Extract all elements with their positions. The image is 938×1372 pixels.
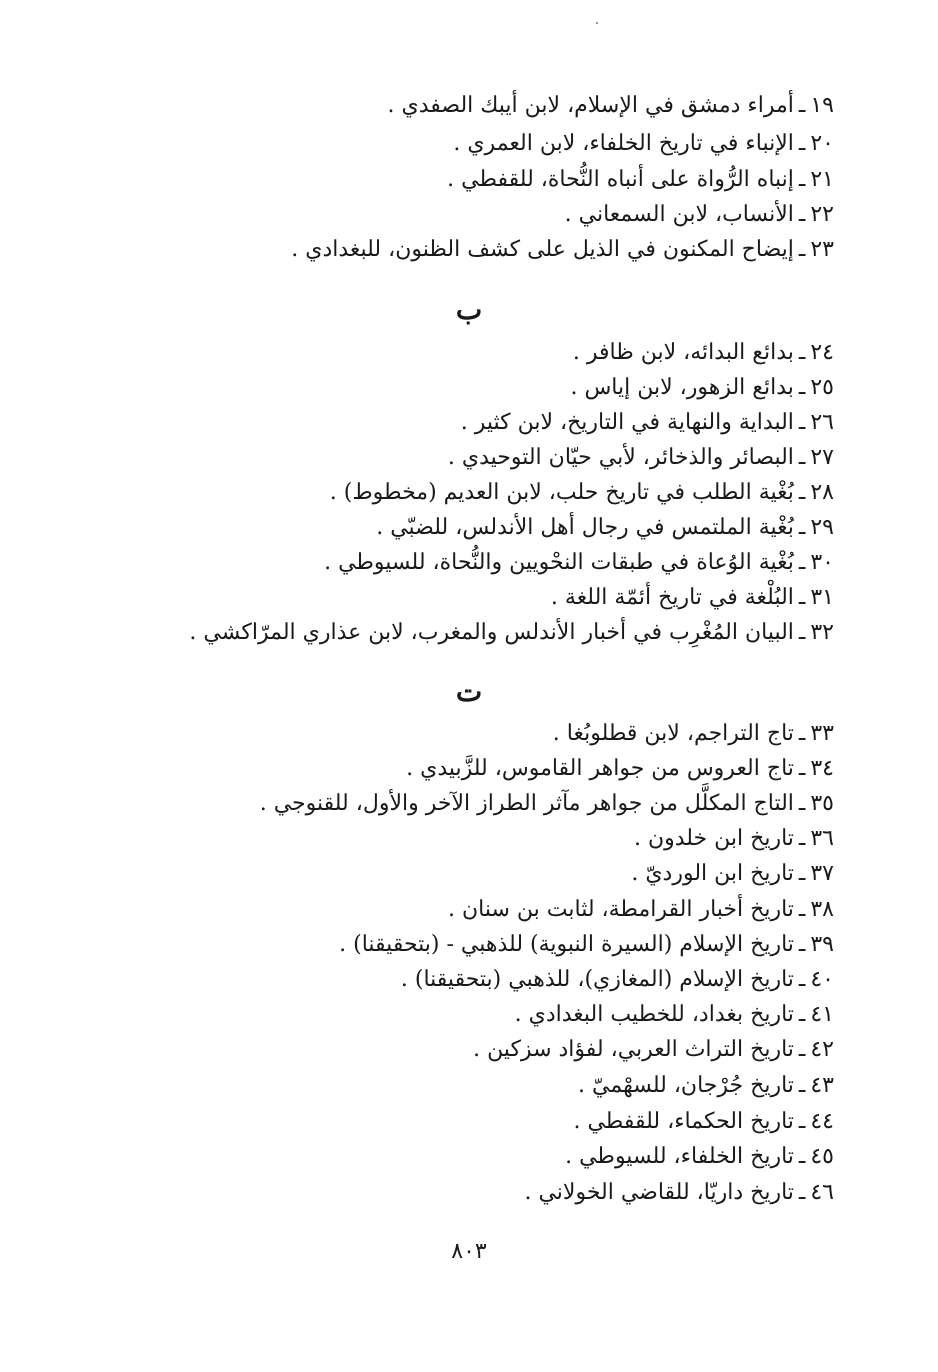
- entry-dash: ـ: [798, 861, 806, 886]
- list-item: [453, 126, 834, 162]
- entry-text: بُغْية الطلب في تاريخ حلب، لابن العديم (مخطوط) .: [329, 480, 794, 505]
- list-item: [524, 1175, 834, 1211]
- entry-number: ٣٧: [810, 861, 834, 886]
- entry-dash: ـ: [798, 826, 806, 851]
- entry-dash: ـ: [798, 721, 806, 746]
- entry-text: بُغْية الوُعاة في طبقات النحْويين والنُّحاة، للسيوطي .: [324, 550, 794, 575]
- list-item: [473, 1032, 834, 1068]
- entry-number: ٢٤: [810, 340, 834, 365]
- entry-dash: ـ: [798, 585, 806, 610]
- entry-number: ٢٣: [810, 237, 834, 262]
- entry-text: تاريخ الخلفاء، للسيوطي .: [565, 1144, 794, 1169]
- entry-number: ٤٣: [810, 1073, 834, 1098]
- entry-dash: ـ: [798, 756, 806, 781]
- entry-number: ٣٤: [810, 756, 834, 781]
- entry-text: إيضاح المكنون في الذيل على كشف الظنون، للبغدادي .: [291, 237, 794, 262]
- entry-dash: ـ: [798, 620, 806, 645]
- list-item: [339, 927, 834, 963]
- page-number: ٨٠٣: [451, 1239, 487, 1264]
- entry-number: ٢٠: [810, 131, 834, 156]
- list-item: [260, 786, 834, 822]
- entry-number: ٣٢: [810, 620, 834, 645]
- entry-number: ٢٦: [810, 410, 834, 435]
- entry-dash: ـ: [798, 897, 806, 922]
- entry-number: ٤٤: [810, 1109, 834, 1134]
- list-item: [570, 370, 834, 406]
- entry-text: بدائع البدائه، لابن ظافر .: [572, 340, 794, 365]
- entry-number: ٤١: [810, 1002, 834, 1027]
- list-item: [631, 856, 834, 892]
- entry-dash: ـ: [798, 967, 806, 992]
- entry-dash: ـ: [798, 480, 806, 505]
- entry-dash: ـ: [798, 1073, 806, 1098]
- entry-text: البُلْغة في تاريخ أئمّة اللغة .: [550, 585, 794, 610]
- list-item: [189, 615, 834, 651]
- entry-number: ٢٢: [810, 202, 834, 227]
- entry-text: تاريخ الإسلام (السيرة النبوية) للذهبي - (بتحقيقنا) .: [339, 932, 794, 957]
- entry-number: ٤٦: [810, 1180, 834, 1205]
- entry-dash: ـ: [798, 1180, 806, 1205]
- section-heading: ت: [455, 675, 483, 708]
- entry-number: ٣٥: [810, 791, 834, 816]
- entry-number: ٢٧: [810, 445, 834, 470]
- list-item: [573, 1104, 834, 1140]
- list-item: [448, 440, 834, 476]
- entry-number: ٣٩: [810, 932, 834, 957]
- entry-dash: ـ: [798, 202, 806, 227]
- entry-number: ٤٠: [810, 967, 834, 992]
- entry-number: ١٩: [810, 93, 834, 118]
- scan-speck: [596, 22, 598, 24]
- entry-number: ٣١: [810, 585, 834, 610]
- entry-number: ٢٩: [810, 515, 834, 540]
- entry-text: تاريخ أخبار القرامطة، لثابت بن سنان .: [448, 897, 794, 922]
- entry-dash: ـ: [798, 93, 806, 118]
- entry-text: بدائع الزهور، لابن إياس .: [570, 375, 794, 400]
- entry-text: البيان المُغْرِب في أخبار الأندلس والمغرب، لابن عذاري المرّاكشي .: [189, 620, 794, 645]
- entry-number: ٢٨: [810, 480, 834, 505]
- entry-number: ٢١: [810, 167, 834, 192]
- entry-dash: ـ: [798, 131, 806, 156]
- entry-dash: ـ: [798, 550, 806, 575]
- list-item: [515, 997, 834, 1033]
- entry-text: بُغْية الملتمس في رجال أهل الأندلس، للضبّي .: [376, 515, 794, 540]
- entry-number: ٣٠: [810, 550, 834, 575]
- entry-dash: ـ: [798, 515, 806, 540]
- entry-text: تاج العروس من جواهر القاموس، للزَّبيدي .: [406, 756, 794, 781]
- entry-text: تاريخ جُرْجان، للسهْميّ .: [578, 1073, 794, 1098]
- entry-number: ٣٣: [810, 721, 834, 746]
- list-item: [634, 821, 834, 857]
- entry-number: ٢٥: [810, 375, 834, 400]
- entry-text: الأنساب، لابن السمعاني .: [564, 202, 794, 227]
- entry-text: الإنباء في تاريخ الخلفاء، لابن العمري .: [453, 131, 794, 156]
- entry-text: تاريخ الحكماء، للقفطي .: [573, 1109, 794, 1134]
- list-item: [461, 405, 834, 441]
- entry-dash: ـ: [798, 167, 806, 192]
- list-item: [376, 510, 834, 546]
- entry-dash: ـ: [798, 1037, 806, 1062]
- entry-text: تاريخ التراث العربي، لفؤاد سزكين .: [473, 1037, 794, 1062]
- list-item: [578, 1068, 834, 1104]
- list-item: [553, 716, 834, 752]
- entry-dash: ـ: [798, 445, 806, 470]
- entry-text: التاج المكلَّل من جواهر مآثر الطراز الآخر والأول، للقنوجي .: [259, 791, 794, 816]
- entry-dash: ـ: [798, 237, 806, 262]
- entry-dash: ـ: [798, 340, 806, 365]
- list-item: [401, 962, 834, 998]
- list-item: [330, 475, 834, 511]
- list-item: [447, 162, 834, 198]
- entry-text: البصائر والذخائر، لأبي حيّان التوحيدي .: [447, 445, 794, 470]
- entry-number: ٣٦: [810, 826, 834, 851]
- entry-dash: ـ: [798, 410, 806, 435]
- entry-dash: ـ: [798, 1144, 806, 1169]
- entry-dash: ـ: [798, 932, 806, 957]
- section-heading: ب: [455, 293, 483, 326]
- entry-text: تاريخ بغداد، للخطيب البغدادي .: [514, 1002, 794, 1027]
- list-item: [565, 197, 834, 233]
- list-item: [291, 232, 834, 268]
- list-item: [324, 545, 834, 581]
- entry-dash: ـ: [798, 791, 806, 816]
- entry-text: أمراء دمشق في الإسلام، لابن أيبك الصفدي .: [387, 93, 794, 118]
- list-item: [565, 1139, 834, 1175]
- entry-text: تاريخ داريّا، للقاضي الخولاني .: [524, 1180, 794, 1205]
- entry-text: تاج التراجم، لابن قطلوبُغا .: [552, 721, 794, 746]
- list-item: [387, 88, 834, 124]
- entry-text: إنباه الرُّواة على أنباه النُّحاة، للقفطي .: [447, 167, 794, 192]
- entry-number: ٤٢: [810, 1037, 834, 1062]
- entry-text: البداية والنهاية في التاريخ، لابن كثير .: [460, 410, 794, 435]
- entry-text: تاريخ الإسلام (المغازي)، للذهبي (بتحقيقنا) .: [400, 967, 794, 992]
- entry-text: تاريخ ابن خلدون .: [633, 826, 794, 851]
- list-item: [551, 580, 834, 616]
- entry-dash: ـ: [798, 1109, 806, 1134]
- list-item: [406, 751, 834, 787]
- entry-number: ٤٥: [810, 1144, 834, 1169]
- entry-text: تاريخ ابن الورديّ .: [631, 861, 794, 886]
- entry-number: ٣٨: [810, 897, 834, 922]
- entry-dash: ـ: [798, 1002, 806, 1027]
- entry-dash: ـ: [798, 375, 806, 400]
- list-item: [448, 892, 834, 928]
- list-item: [573, 335, 834, 371]
